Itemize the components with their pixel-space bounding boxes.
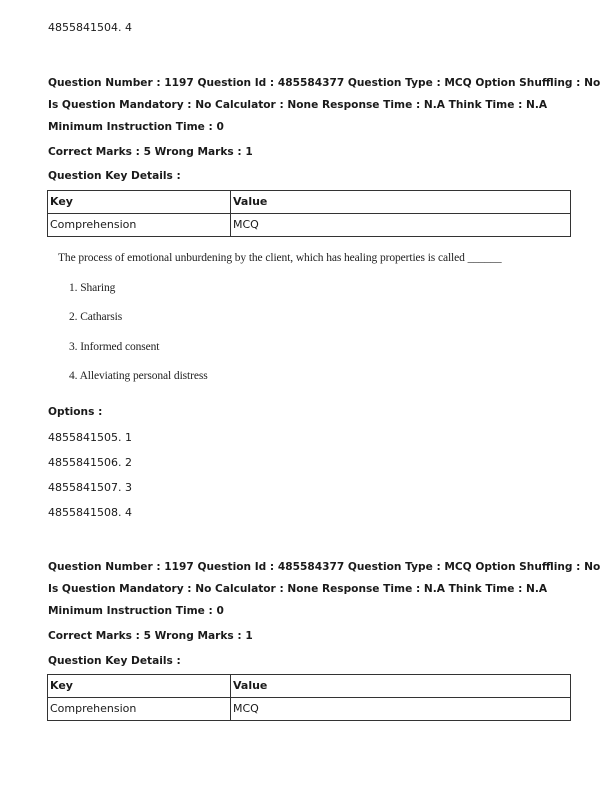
question-key-details-label: Question Key Details : — [48, 170, 181, 182]
table-header-row — [48, 675, 571, 698]
previous-option-id: 4855841504. 4 — [48, 21, 132, 34]
question-marks: Correct Marks : 5 Wrong Marks : 1 — [48, 630, 253, 642]
table-header-key: Key — [48, 675, 231, 698]
question-key-details-label: Question Key Details : — [48, 655, 181, 667]
options-label: Options : — [48, 406, 103, 418]
question-option-2: 2. Catharsis — [69, 311, 123, 323]
table-row — [48, 214, 571, 237]
question-meta-line-1: Question Number : 1197 Question Id : 485584377 Question Type : MCQ Option Shuffling : No — [48, 77, 601, 89]
option-id-4: 4855841508. 4 — [48, 506, 132, 519]
question-meta-line-1: Question Number : 1197 Question Id : 485584377 Question Type : MCQ Option Shuffling : No — [48, 561, 601, 573]
question-meta-line-2: Is Question Mandatory : No Calculator : None Response Time : N.A Think Time : N.A — [48, 583, 548, 595]
question-key-table — [47, 674, 571, 721]
table-cell-key: Comprehension — [48, 214, 231, 237]
question-option-3: 3. Informed consent — [69, 341, 160, 353]
question-stem: The process of emotional unburdening by the client, which has healing properties is called ______ — [58, 252, 502, 264]
option-id-2: 4855841506. 2 — [48, 456, 132, 469]
table-row — [48, 698, 571, 721]
table-cell-key: Comprehension — [48, 698, 231, 721]
question-meta-line-3: Minimum Instruction Time : 0 — [48, 605, 224, 617]
question-key-table — [47, 190, 571, 237]
table-cell-value: MCQ — [231, 214, 571, 237]
option-id-3: 4855841507. 3 — [48, 481, 132, 494]
table-header-value: Value — [231, 191, 571, 214]
question-content — [58, 252, 502, 392]
table-header-key: Key — [48, 191, 231, 214]
question-meta-line-3: Minimum Instruction Time : 0 — [48, 121, 224, 133]
table-header-value: Value — [231, 675, 571, 698]
question-option-4: 4. Alleviating personal distress — [69, 370, 208, 382]
table-cell-value: MCQ — [231, 698, 571, 721]
option-id-1: 4855841505. 1 — [48, 431, 132, 444]
question-marks: Correct Marks : 5 Wrong Marks : 1 — [48, 146, 253, 158]
question-option-1: 1. Sharing — [69, 282, 116, 294]
question-meta-line-2: Is Question Mandatory : No Calculator : None Response Time : N.A Think Time : N.A — [48, 99, 548, 111]
table-header-row — [48, 191, 571, 214]
